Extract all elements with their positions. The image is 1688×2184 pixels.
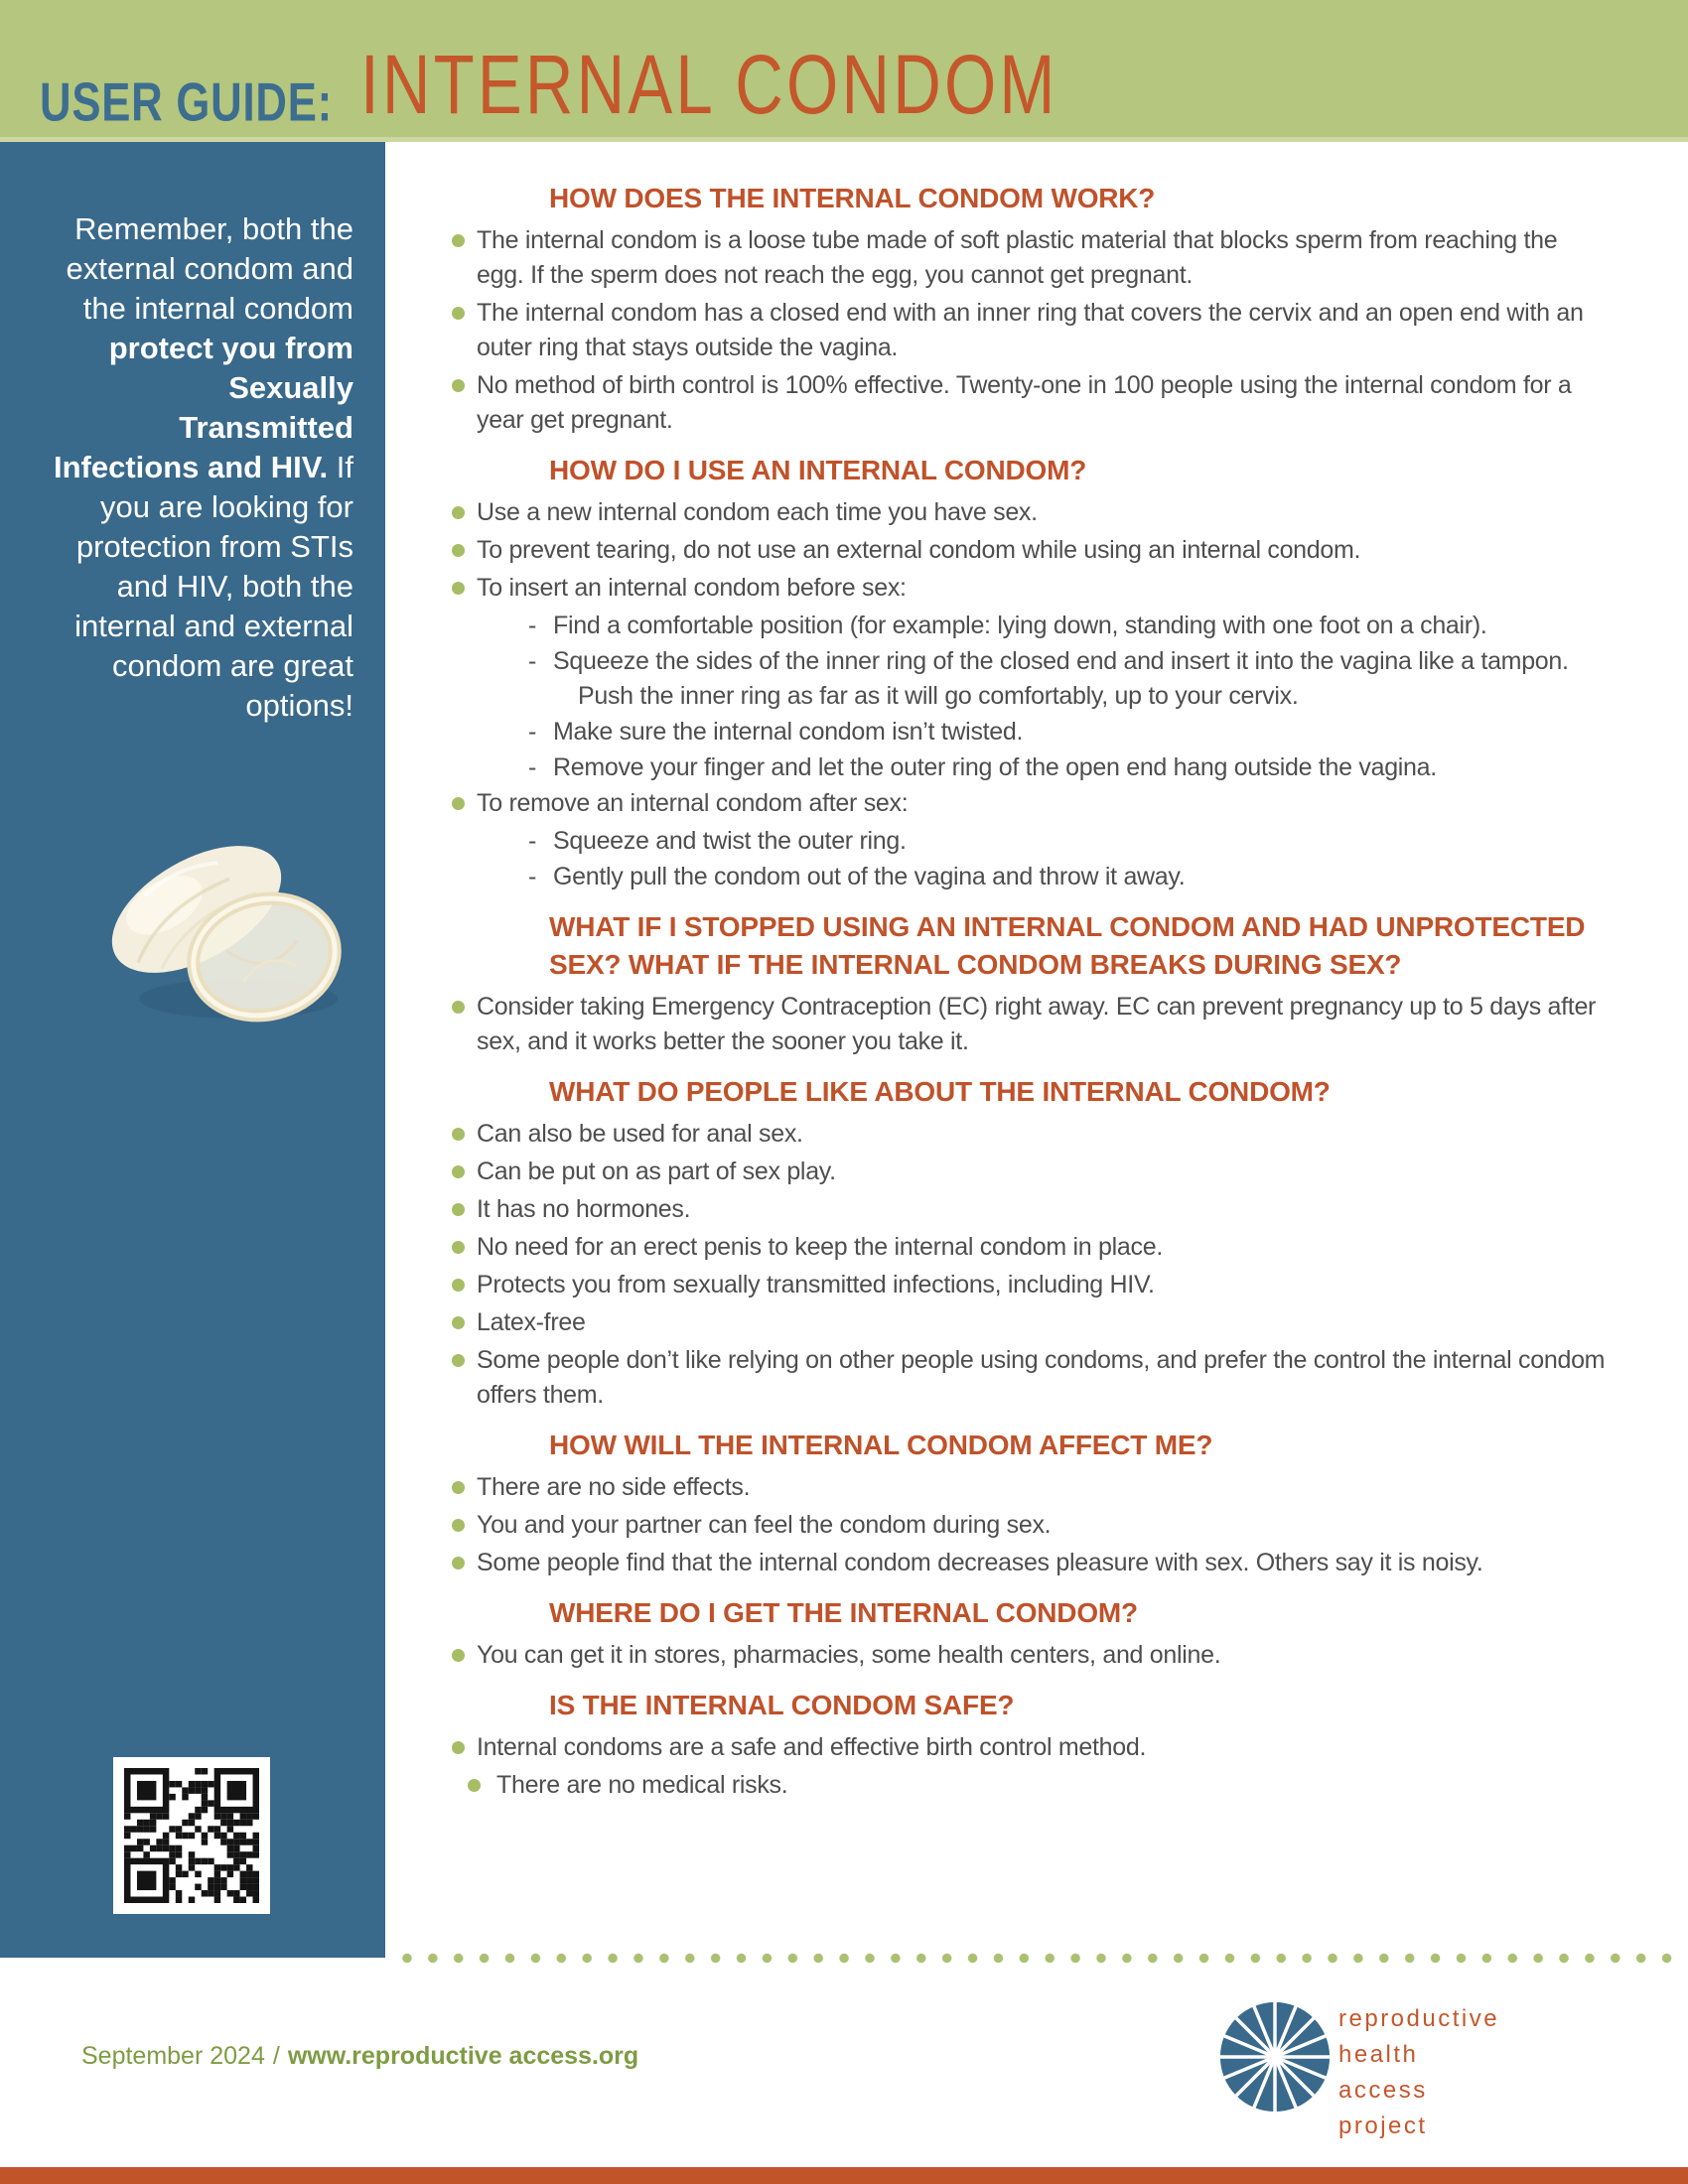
bullet-dot-icon [452,1557,465,1570]
bullet-text: You and your partner can feel the condom during sex. [477,1511,1052,1539]
bullet-text: It has no hormones. [477,1195,691,1223]
header-banner [0,0,1688,142]
bullet-dot-icon [468,1779,481,1792]
section [385,1687,1611,1803]
sub-bullet-item [385,824,1611,859]
section-heading: HOW DO I USE AN INTERNAL CONDOM? [549,455,1087,485]
bullet-dot-icon [452,1241,465,1254]
bullet-text: Consider taking Emergency Contraception (EC) right away. EC can prevent pregnancy up to 5 days after sex, and it works better the sooner you take it. [477,993,1597,1055]
sidebar-note [52,209,353,726]
section [385,180,1611,438]
bullet-text: Latex-free [477,1308,586,1336]
bullet-item [385,990,1611,1059]
bullet-item [385,1638,1611,1673]
bullet-text: The internal condom has a closed end with an inner ring that covers the cervix and an open end with an outer ring that stays outside the vagina. [477,299,1584,361]
bottom-bar [0,2167,1688,2184]
sidebar [0,142,385,1958]
bullet-item [385,1768,1611,1803]
logo-word: health [1338,2041,1419,2068]
section [385,1427,1611,1580]
sub-bullet-text: Remove your finger and let the outer ring of the open end hang outside the vagina. [553,753,1437,781]
dash-marker: - [528,827,537,855]
logo-word: project [1338,2113,1428,2139]
footer [81,2041,638,2071]
logo-wordmark [1338,2001,1499,2144]
sidebar-note-pre: Remember, both the external condom and the internal condom [66,211,353,326]
sidebar-note-bold: protect you from Sexually Transmitted Infections and HIV. [53,331,353,484]
bullet-text: The internal condom is a loose tube made of soft plastic material that blocks sperm from reaching the egg. If the sperm does not reach the egg, you cannot get pregnant. [477,226,1558,289]
bullet-item [385,786,1611,821]
page-title [40,37,1232,133]
logo-word: access [1338,2077,1428,2104]
bullet-item [385,296,1611,365]
dash-marker: - [528,647,537,675]
sub-bullet-text: Squeeze and twist the outer ring. [553,827,907,855]
bullet-item [385,223,1611,293]
section-heading: WHERE DO I GET THE INTERNAL CONDOM? [549,1597,1138,1628]
logo-word: reproductive [1338,2005,1500,2032]
bullet-text: To prevent tearing, do not use an external condom while using an internal condom. [477,536,1361,564]
sub-bullet-item [385,609,1611,643]
dotted-separator [394,1952,1680,1965]
dash-marker: - [528,863,537,890]
section-heading: WHAT IF I STOPPED USING AN INTERNAL CONDOM AND HAD UNPROTECTED SEX? WHAT IF THE INTERNAL CONDOM BREAKS DURING SEX? [549,911,1586,980]
bullet-dot-icon [452,582,465,595]
bullet-dot-icon [452,1165,465,1178]
sub-bullet-item [385,644,1611,714]
internal-condom-photo [89,832,353,1030]
dash-marker: - [528,612,537,639]
title-main: INTERNAL CONDOM [359,38,1058,131]
section-heading: WHAT DO PEOPLE LIKE ABOUT THE INTERNAL CONDOM? [549,1076,1331,1107]
bullet-dot-icon [452,1279,465,1292]
bullet-text: Protects you from sexually transmitted infections, including HIV. [477,1271,1155,1298]
condom-illustration [89,832,353,1030]
bullet-item [385,368,1611,438]
bullet-text: Some people don’t like relying on other people using condoms, and prefer the control the internal condom offers them. [477,1346,1606,1409]
bullet-item [385,533,1611,568]
bullet-dot-icon [452,506,465,519]
dash-marker: - [528,718,537,746]
sub-bullet-item [385,860,1611,894]
rhap-logo [1217,1999,1634,2139]
bullet-text: To insert an internal condom before sex: [477,574,907,602]
bullet-item [385,571,1611,606]
bullet-item [385,1117,1611,1152]
bullet-dot-icon [452,1316,465,1329]
sub-bullet-item [385,715,1611,750]
bullet-dot-icon [452,1741,465,1754]
bullet-text: You can get it in stores, pharmacies, some health centers, and online. [477,1641,1221,1669]
bullet-text: To remove an internal condom after sex: [477,789,909,817]
bullet-dot-icon [452,1203,465,1216]
bullet-dot-icon [452,1519,465,1532]
bullet-item [385,1230,1611,1265]
bullet-dot-icon [452,1001,465,1014]
section [385,1594,1611,1673]
sub-bullet-text: Gently pull the condom out of the vagina and throw it away. [553,863,1186,890]
sub-bullet-text: Find a comfortable position (for example: lying down, standing with one foot on a chair). [553,612,1487,639]
bullet-item [385,1305,1611,1340]
bullet-dot-icon [452,234,465,247]
bullet-dot-icon [452,797,465,810]
bullet-item [385,1268,1611,1302]
bullet-text: There are no medical risks. [496,1771,788,1799]
bullet-item [385,1730,1611,1765]
section-heading: IS THE INTERNAL CONDOM SAFE? [549,1690,1015,1720]
qr-code-image [124,1768,259,1903]
bullet-dot-icon [452,1649,465,1662]
footer-url: www.reproductive access.org [287,2042,639,2070]
bullet-dot-icon [452,544,465,557]
footer-date: September 2024 [81,2042,265,2070]
bullet-text: Some people find that the internal condom decreases pleasure with sex. Others say it is noisy. [477,1549,1483,1576]
section-heading: HOW DOES THE INTERNAL CONDOM WORK? [549,183,1156,213]
footer-separator: / [272,2042,280,2070]
bullet-item [385,1343,1611,1413]
bullet-item [385,1546,1611,1580]
bullet-dot-icon [452,1354,465,1367]
bullet-dot-icon [452,379,465,392]
bullet-item [385,1508,1611,1543]
bullet-text: There are no side effects. [477,1473,751,1501]
section [385,452,1611,894]
bullet-text: Can also be used for anal sex. [477,1120,803,1148]
section-heading: HOW WILL THE INTERNAL CONDOM AFFECT ME? [549,1430,1213,1460]
bullet-item [385,1470,1611,1505]
bullet-text: Use a new internal condom each time you have sex. [477,498,1038,526]
bullet-text: Can be put on as part of sex play. [477,1158,836,1185]
bullet-item [385,1155,1611,1189]
qr-code [113,1757,270,1914]
content-column [385,142,1688,1806]
bullet-text: No need for an erect penis to keep the internal condom in place. [477,1233,1163,1261]
bullet-item [385,1192,1611,1227]
bullet-text: Internal condoms are a safe and effective birth control method. [477,1733,1147,1761]
title-eyebrow: USER GUIDE: [40,70,333,133]
bullet-item [385,495,1611,530]
dash-marker: - [528,753,537,781]
sunburst-icon [1217,1999,1333,2115]
bullet-dot-icon [452,1481,465,1494]
sub-bullet-item [385,751,1611,785]
bullet-text: No method of birth control is 100% effective. Twenty-one in 100 people using the internal condom for a year get pregnant. [477,371,1572,434]
section [385,908,1611,1059]
sub-bullet-text: Squeeze the sides of the inner ring of the closed end and insert it into the vagina like a tampon. Push the inner ring as far as it will go comfortably, up to your cervix. [553,647,1569,710]
bullet-dot-icon [452,307,465,320]
sidebar-note-post: If you are looking for protection from STIs and HIV, both the internal and external condom are great options! [74,450,353,723]
sub-bullet-text: Make sure the internal condom isn’t twisted. [553,718,1024,746]
section [385,1073,1611,1413]
bullet-dot-icon [452,1128,465,1141]
